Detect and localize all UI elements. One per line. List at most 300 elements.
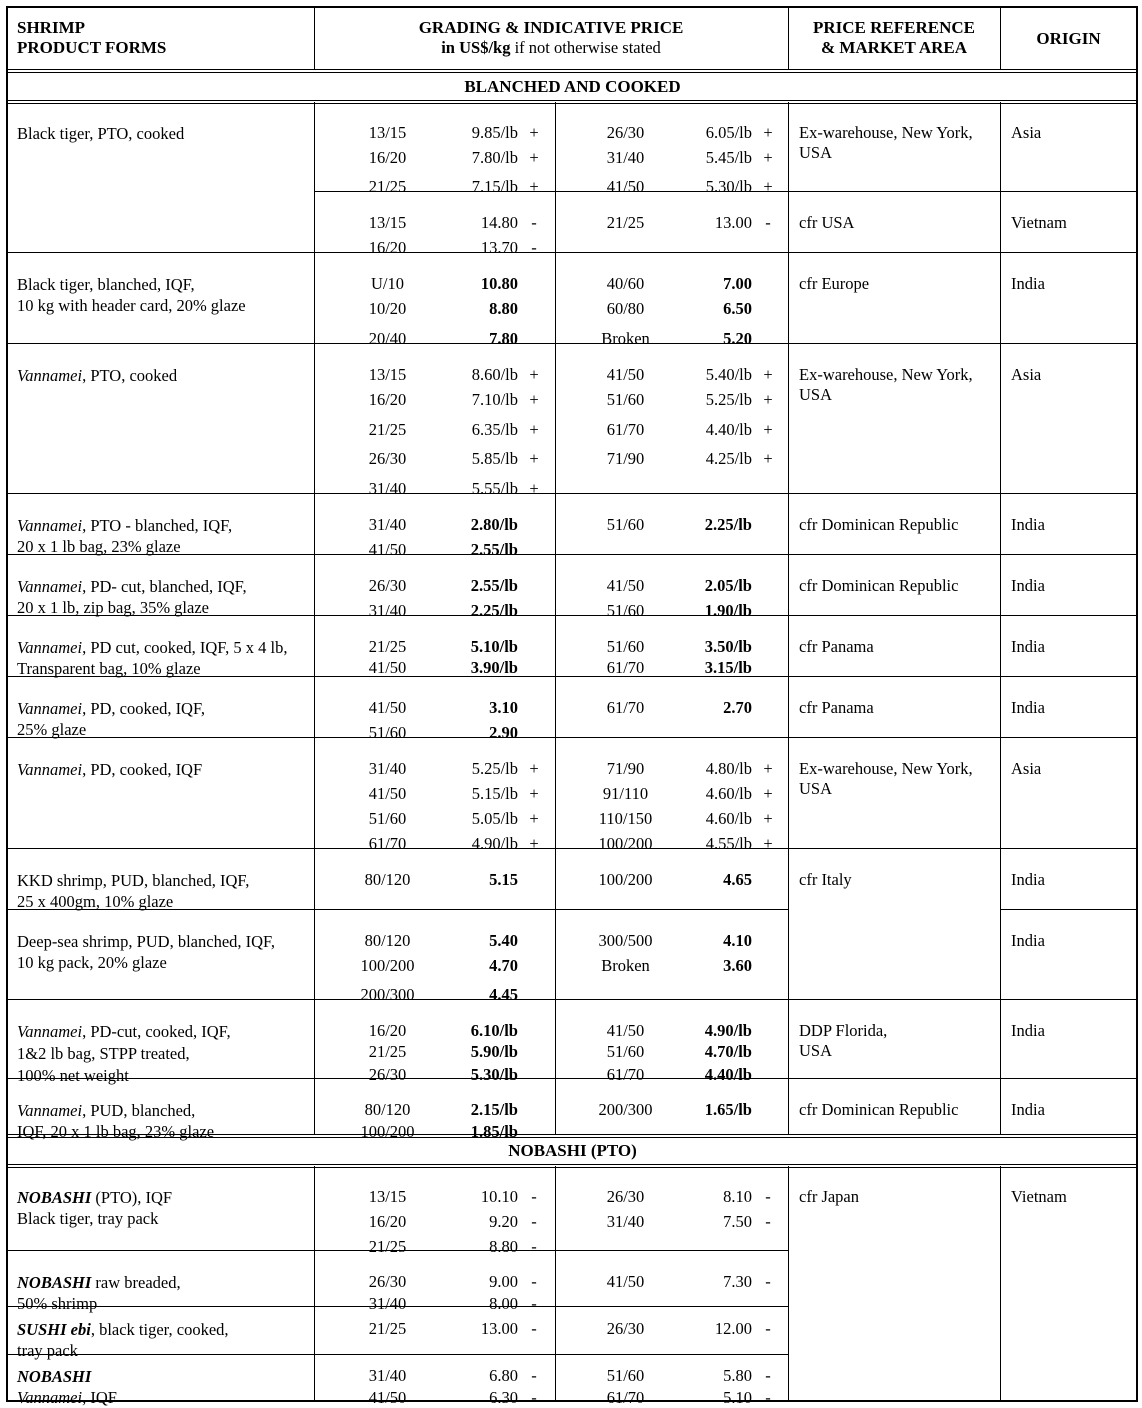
price-reference: Ex-warehouse, New York, USA <box>799 123 973 162</box>
price-trend: - <box>531 1319 537 1338</box>
grade-price: 6.10/lb <box>470 1021 518 1040</box>
grid-line-h <box>1000 1078 1138 1079</box>
grade-price: 5.30/lb <box>705 177 752 196</box>
product-form <box>17 1021 231 1087</box>
grade-size: U/10 <box>371 274 404 293</box>
grid-line-v <box>788 102 789 1135</box>
header-origin: ORIGIN <box>1036 29 1101 48</box>
product-form-text: Vannamei <box>17 1388 83 1407</box>
header-shrimp-label: SHRIMP <box>17 18 85 37</box>
grade-size: 51/60 <box>606 390 645 409</box>
product-form-text: , PD cut, cooked, IQF, 5 x 4 lb, Transparent bag, 10% glaze <box>17 638 288 678</box>
grade-size: 71/90 <box>606 759 645 778</box>
grade-size: 80/120 <box>364 931 411 950</box>
header-product-forms-label: PRODUCT FORMS <box>17 38 167 57</box>
grade-price: 4.80/lb <box>705 759 752 778</box>
grade-price: 6.80 <box>489 1366 518 1385</box>
grade-price: 5.30/lb <box>470 1065 518 1084</box>
grade-size: 21/25 <box>606 213 645 232</box>
origin: India <box>1011 1100 1045 1119</box>
grade-price: 5.55/lb <box>471 479 518 498</box>
origin: Vietnam <box>1011 213 1067 232</box>
product-form-text: Vannamei <box>17 366 83 385</box>
grid-line-v <box>314 1166 315 1401</box>
product-form-text: raw breaded, 50% shrimp <box>17 1273 181 1313</box>
grade-size: 41/50 <box>368 540 407 559</box>
price-trend: + <box>763 449 773 468</box>
product-form-text: Vannamei <box>17 577 83 596</box>
grade-size: 31/40 <box>606 1212 645 1231</box>
grade-size: 31/40 <box>368 601 407 620</box>
grade-price: 8.10 <box>723 1187 752 1206</box>
grade-size: 51/60 <box>368 723 407 742</box>
grid-line-h <box>1000 615 1138 616</box>
grade-size: 16/20 <box>368 1212 407 1231</box>
grade-size: 13/15 <box>368 1187 407 1206</box>
grade-price: 7.80/lb <box>471 148 518 167</box>
grade-price: 4.70 <box>489 956 518 975</box>
product-form <box>17 365 177 386</box>
price-trend: + <box>763 809 773 828</box>
grade-price: 12.00 <box>714 1319 752 1338</box>
price-trend: - <box>531 213 537 232</box>
grade-size: 26/30 <box>606 1319 645 1338</box>
price-trend: + <box>529 449 539 468</box>
grade-price: 5.15 <box>489 870 518 889</box>
grade-size: 16/20 <box>368 390 407 409</box>
origin: India <box>1011 870 1045 889</box>
grid-line-h <box>8 1164 1138 1165</box>
grade-price: 8.00 <box>489 1294 518 1313</box>
grid-line-h <box>1000 493 1138 494</box>
product-form-text: NOBASHI <box>17 1273 92 1292</box>
price-trend: + <box>529 759 539 778</box>
product-form-text: Vannamei <box>17 516 83 535</box>
grid-line-h <box>788 615 1001 616</box>
product-form <box>17 576 247 618</box>
price-trend: - <box>765 1187 771 1206</box>
grade-price: 5.05/lb <box>471 809 518 828</box>
grid-line-h <box>788 737 1001 738</box>
grade-price: 14.80 <box>480 213 518 232</box>
grade-price: 7.30 <box>723 1272 752 1291</box>
product-form <box>17 515 232 557</box>
price-trend: + <box>763 784 773 803</box>
grade-size: 51/60 <box>368 809 407 828</box>
price-trend: + <box>763 123 773 142</box>
grade-price: 13.00 <box>480 1319 518 1338</box>
grade-size: 16/20 <box>368 148 407 167</box>
grid-line-h <box>8 72 1138 73</box>
grid-line-h <box>788 848 1001 849</box>
grade-price: 4.90/lb <box>471 834 518 853</box>
grade-price: 7.00 <box>723 274 752 293</box>
grid-line-h <box>788 252 1001 253</box>
grade-price: 2.15/lb <box>470 1100 518 1119</box>
grid-line-h <box>8 103 1138 104</box>
grade-price: 7.80 <box>489 329 518 348</box>
grid-line-h <box>8 1167 1138 1168</box>
grade-price: 13.70 <box>480 238 518 257</box>
grade-price: 4.60/lb <box>705 809 752 828</box>
grade-price: 7.15/lb <box>471 177 518 196</box>
grid-line-h <box>8 1400 1138 1402</box>
origin: India <box>1011 698 1045 717</box>
grade-price: 9.20 <box>489 1212 518 1231</box>
grade-size: 51/60 <box>606 1366 645 1385</box>
price-trend: + <box>529 809 539 828</box>
grade-size: 41/50 <box>368 698 407 717</box>
grade-price: 6.30 <box>489 1388 518 1407</box>
grade-size: 100/200 <box>598 870 653 889</box>
grade-size: 80/120 <box>364 870 411 889</box>
header-grading-label: GRADING & INDICATIVE PRICE <box>418 18 684 37</box>
grade-size: 61/70 <box>606 1388 645 1407</box>
grade-size: 21/25 <box>368 637 407 656</box>
grade-price: 5.25/lb <box>705 390 752 409</box>
grid-line-h <box>1000 554 1138 555</box>
grade-size: 51/60 <box>606 637 645 656</box>
grade-size: 41/50 <box>606 365 645 384</box>
header-price-reference <box>788 18 1000 58</box>
grade-price: 1.65/lb <box>704 1100 752 1119</box>
section-nobashi: NOBASHI (PTO) <box>508 1141 637 1160</box>
product-form-text: , PTO, cooked <box>82 366 178 385</box>
grade-price: 2.25/lb <box>470 601 518 620</box>
price-reference: DDP Florida, USA <box>799 1021 888 1060</box>
grade-size: 41/50 <box>606 1021 645 1040</box>
price-trend: + <box>529 834 539 853</box>
grade-price: 7.50 <box>723 1212 752 1231</box>
product-form <box>17 1272 181 1314</box>
product-form-text: Deep-sea shrimp, PUD, blanched, IQF, 10 kg pack, 20% glaze <box>17 932 276 972</box>
grade-size: 13/15 <box>368 213 407 232</box>
grade-size: 41/50 <box>606 576 645 595</box>
section-blanched-cooked: BLANCHED AND COOKED <box>464 77 681 96</box>
price-reference: cfr Japan <box>799 1187 860 1206</box>
price-trend: - <box>531 1212 537 1231</box>
grade-price: 3.50/lb <box>704 637 752 656</box>
price-trend: + <box>529 479 539 498</box>
grade-price: 2.70 <box>723 698 752 717</box>
grade-size: Broken <box>601 329 650 348</box>
price-reference: cfr Italy <box>799 870 852 889</box>
price-trend: - <box>531 1187 537 1206</box>
grade-price: 6.35/lb <box>471 420 518 439</box>
grid-line-h <box>788 1078 1001 1079</box>
product-form-text: SUSHI ebi <box>17 1320 91 1339</box>
origin: India <box>1011 637 1045 656</box>
product-form-text: , PTO - blanched, IQF, 20 x 1 lb bag, 23% glaze <box>17 516 233 556</box>
grade-size: 13/15 <box>368 123 407 142</box>
grid-line-v <box>555 102 556 1135</box>
grade-price: 2.90 <box>489 723 518 742</box>
grade-price: 1.90/lb <box>704 601 752 620</box>
grid-line-h <box>1000 909 1138 910</box>
grid-line-v <box>555 1166 556 1401</box>
price-trend: - <box>531 1237 537 1256</box>
grade-size: 200/300 <box>598 1100 653 1119</box>
grade-price: 3.60 <box>723 956 752 975</box>
grid-line-v <box>788 1166 789 1401</box>
grade-size: 200/300 <box>360 985 415 1004</box>
origin: India <box>1011 274 1045 293</box>
grade-size: 26/30 <box>368 1272 407 1291</box>
price-trend: + <box>529 123 539 142</box>
grade-price: 4.40/lb <box>705 420 752 439</box>
product-form-text: Vannamei <box>17 1101 83 1120</box>
grade-price: 4.55/lb <box>705 834 752 853</box>
grade-size: 100/200 <box>598 834 653 853</box>
grade-size: 31/40 <box>368 1294 407 1313</box>
product-form-text: KKD shrimp, PUD, blanched, IQF, 25 x 400gm, 10% glaze <box>17 871 250 911</box>
header-product-forms <box>17 18 166 58</box>
grade-size: 40/60 <box>606 274 645 293</box>
grade-size: 13/15 <box>368 365 407 384</box>
grade-size: 91/110 <box>602 784 649 803</box>
grade-price: 5.85/lb <box>471 449 518 468</box>
product-form <box>17 1319 229 1361</box>
price-reference: cfr Dominican Republic <box>799 1100 959 1119</box>
grade-size: 41/50 <box>606 177 645 196</box>
price-trend: - <box>765 1388 771 1407</box>
grade-price: 4.25/lb <box>705 449 752 468</box>
grid-line-h <box>788 554 1001 555</box>
grade-size: 20/40 <box>368 329 407 348</box>
grid-line-h <box>788 676 1001 677</box>
origin: India <box>1011 576 1045 595</box>
grid-line-h <box>788 493 1001 494</box>
grid-line-v <box>1000 102 1001 1135</box>
grade-price: 5.40 <box>489 931 518 950</box>
grid-line-h <box>8 100 1138 101</box>
product-form <box>17 274 246 316</box>
grade-price: 4.70/lb <box>704 1042 752 1061</box>
grade-size: 26/30 <box>606 1187 645 1206</box>
origin: Asia <box>1011 365 1042 384</box>
grade-size: 31/40 <box>606 148 645 167</box>
product-form <box>17 759 202 780</box>
grade-price: 4.90/lb <box>704 1021 752 1040</box>
header-unit-note: in US$/kg if not otherwise stated <box>441 38 661 57</box>
price-reference: cfr Dominican Republic <box>799 576 959 595</box>
price-reference: cfr Dominican Republic <box>799 515 959 534</box>
grade-size: 61/70 <box>606 1065 645 1084</box>
price-reference: Ex-warehouse, New York, USA <box>799 365 973 404</box>
grade-size: 100/200 <box>360 1122 415 1141</box>
price-trend: - <box>531 1366 537 1385</box>
price-trend: + <box>763 759 773 778</box>
product-form <box>17 870 249 912</box>
grade-price: 1.85/lb <box>470 1122 518 1141</box>
grade-size: 61/70 <box>606 698 645 717</box>
grade-price: 8.80 <box>489 1237 518 1256</box>
grade-size: 21/25 <box>368 177 407 196</box>
grid-line-h <box>788 999 1001 1000</box>
price-trend: - <box>531 238 537 257</box>
price-trend: - <box>765 1212 771 1231</box>
product-form-text: , black tiger, cooked, tray pack <box>17 1320 229 1360</box>
price-trend: + <box>529 784 539 803</box>
price-trend: + <box>529 148 539 167</box>
grade-size: 51/60 <box>606 515 645 534</box>
grade-price: 5.15/lb <box>471 784 518 803</box>
origin: Asia <box>1011 123 1042 142</box>
grade-size: 61/70 <box>368 834 407 853</box>
product-form <box>17 1187 172 1229</box>
grade-price: 4.40/lb <box>704 1065 752 1084</box>
product-form <box>17 931 275 973</box>
price-trend: - <box>765 1272 771 1291</box>
grade-size: 51/60 <box>606 1042 645 1061</box>
product-form <box>17 637 287 679</box>
grade-price: 2.25/lb <box>704 515 752 534</box>
grade-size: 71/90 <box>606 449 645 468</box>
grade-price: 5.10 <box>723 1388 752 1407</box>
grid-line-h <box>8 6 1138 8</box>
grade-price: 5.40/lb <box>705 365 752 384</box>
origin: Asia <box>1011 759 1042 778</box>
product-form-text: Vannamei <box>17 760 83 779</box>
header-market-area-label: & MARKET AREA <box>820 38 968 57</box>
grade-price: 5.25/lb <box>471 759 518 778</box>
price-trend: + <box>763 365 773 384</box>
grade-size: 60/80 <box>606 299 645 318</box>
product-form-text: Black tiger, blanched, IQF, 10 kg with header card, 20% glaze <box>17 275 246 315</box>
price-reference: cfr Panama <box>799 637 874 656</box>
grid-line-h <box>788 343 1001 344</box>
grade-price: 4.10 <box>723 931 752 950</box>
grade-price: 5.90/lb <box>470 1042 518 1061</box>
grade-size: 300/500 <box>598 931 653 950</box>
product-form <box>17 1366 117 1408</box>
grade-price: 6.05/lb <box>705 123 752 142</box>
product-form-text: Vannamei <box>17 1022 83 1041</box>
grade-size: 26/30 <box>368 449 407 468</box>
grade-size: 61/70 <box>606 658 645 677</box>
product-form-text: , PD, cooked, IQF <box>82 760 203 779</box>
grade-size: 100/200 <box>360 956 415 975</box>
price-trend: + <box>529 365 539 384</box>
price-trend: + <box>763 177 773 196</box>
price-trend: - <box>531 1272 537 1291</box>
grade-price: 9.85/lb <box>471 123 518 142</box>
grade-price: 13.00 <box>714 213 752 232</box>
price-trend: + <box>529 177 539 196</box>
header-grading-price <box>314 18 788 58</box>
grade-price: 5.45/lb <box>705 148 752 167</box>
grade-size: 31/40 <box>368 515 407 534</box>
price-trend: + <box>763 834 773 853</box>
grid-line-v <box>6 6 8 1402</box>
grade-price: 3.10 <box>489 698 518 717</box>
grade-price: 7.10/lb <box>471 390 518 409</box>
origin: India <box>1011 515 1045 534</box>
price-reference: Ex-warehouse, New York, USA <box>799 759 973 798</box>
grid-line-v <box>1136 6 1138 1402</box>
price-trend: - <box>531 1294 537 1313</box>
grade-size: 21/25 <box>368 1319 407 1338</box>
product-form-text: (PTO), IQF Black tiger, tray pack <box>17 1188 173 1228</box>
header-price-reference-label: PRICE REFERENCE <box>813 18 975 37</box>
origin: Vietnam <box>1011 1187 1067 1206</box>
grid-line-h <box>1000 252 1138 253</box>
product-form <box>17 123 184 144</box>
grade-size: 10/20 <box>368 299 407 318</box>
grade-price: 8.80 <box>489 299 518 318</box>
grade-price: 2.80/lb <box>470 515 518 534</box>
grade-size: 41/50 <box>368 1388 407 1407</box>
grade-size: 31/40 <box>368 759 407 778</box>
grade-size: 16/20 <box>368 238 407 257</box>
grid-line-v <box>314 102 315 1135</box>
grid-line-h <box>1000 343 1138 344</box>
grade-size: 41/50 <box>368 784 407 803</box>
price-trend: - <box>765 213 771 232</box>
grid-line-h <box>1000 676 1138 677</box>
grade-size: 21/25 <box>368 1042 407 1061</box>
grade-size: 80/120 <box>364 1100 411 1119</box>
grade-price: 4.45 <box>489 985 518 1004</box>
price-reference: cfr USA <box>799 213 855 232</box>
grade-size: 51/60 <box>606 601 645 620</box>
price-trend: - <box>531 1388 537 1407</box>
grade-price: 5.10/lb <box>470 637 518 656</box>
price-trend: - <box>765 1319 771 1338</box>
product-form-text: , PD-cut, cooked, IQF, 1&2 lb bag, STPP treated, 100% net weight <box>17 1022 231 1085</box>
price-trend: + <box>763 148 773 167</box>
product-form-text: Vannamei <box>17 638 83 657</box>
product-form-text: Vannamei <box>17 699 83 718</box>
grade-price: 4.65 <box>723 870 752 889</box>
product-form <box>17 1100 214 1142</box>
grade-size: 16/20 <box>368 1021 407 1040</box>
product-form <box>17 698 205 740</box>
grade-price: 2.05/lb <box>704 576 752 595</box>
origin: India <box>1011 931 1045 950</box>
grade-size: 41/50 <box>368 658 407 677</box>
grade-size: Broken <box>601 956 650 975</box>
product-form-text: , IQF <box>82 1388 117 1407</box>
price-trend: + <box>763 420 773 439</box>
price-trend: + <box>763 390 773 409</box>
grade-size: 21/25 <box>368 420 407 439</box>
grade-price: 5.20 <box>723 329 752 348</box>
price-trend: + <box>529 420 539 439</box>
grade-price: 5.80 <box>723 1366 752 1385</box>
grade-size: 61/70 <box>606 420 645 439</box>
grade-size: 21/25 <box>368 1237 407 1256</box>
grade-price: 8.60/lb <box>471 365 518 384</box>
grade-price: 2.55/lb <box>470 540 518 559</box>
grade-price: 2.55/lb <box>470 576 518 595</box>
grade-size: 26/30 <box>606 123 645 142</box>
grade-price: 10.10 <box>480 1187 518 1206</box>
grade-price: 3.90/lb <box>470 658 518 677</box>
price-reference: cfr Europe <box>799 274 870 293</box>
grade-price: 10.80 <box>480 274 518 293</box>
grade-size: 41/50 <box>606 1272 645 1291</box>
grade-price: 9.00 <box>489 1272 518 1291</box>
grade-price: 6.50 <box>723 299 752 318</box>
price-trend: + <box>529 390 539 409</box>
grid-line-h <box>8 69 1138 70</box>
price-reference: cfr Panama <box>799 698 874 717</box>
origin: India <box>1011 1021 1045 1040</box>
grade-size: 26/30 <box>368 576 407 595</box>
product-form-text: NOBASHI <box>17 1188 92 1207</box>
grade-size: 31/40 <box>368 1366 407 1385</box>
